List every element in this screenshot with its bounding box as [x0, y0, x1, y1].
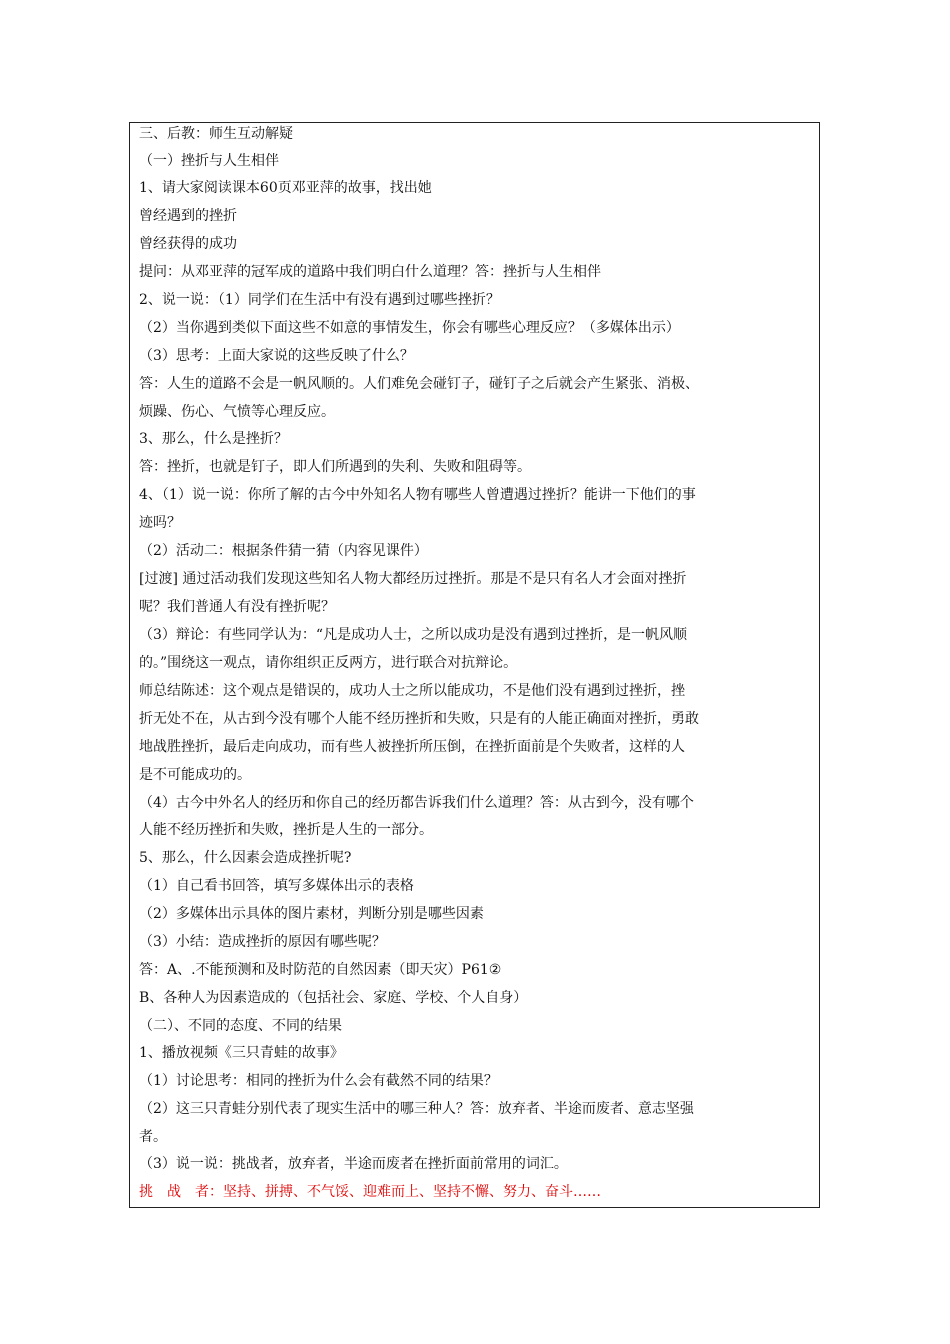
text-line: B、各种人为因素造成的（包括社会、家庭、学校、个人自身） — [139, 990, 528, 1006]
text-line: 1、播放视频《三只青蛙的故事》 — [139, 1045, 344, 1061]
text-line: 提问：从邓亚萍的冠军成的道路中我们明白什么道理？答：挫折与人生相伴 — [139, 264, 601, 280]
text-line: 答：挫折，也就是钉子，即人们所遇到的失利、失败和阻碍等。 — [139, 459, 531, 475]
text-line: 是不可能成功的。 — [139, 767, 251, 783]
text-line: 曾经遇到的挫折 — [139, 208, 237, 224]
text-line: 折无处不在，从古到今没有哪个人能不经历挫折和失败，只是有的人能正确面对挫折，勇敢 — [139, 711, 699, 727]
text-line: 三、后教：师生互动解疑 — [139, 126, 293, 142]
text-line: 迹吗？ — [139, 515, 181, 531]
text-line: （二）、不同的态度、不同的结果 — [139, 1018, 342, 1034]
text-line: （4）古今中外名人的经历和你自己的经历都告诉我们什么道理？答：从古到今，没有哪个 — [139, 795, 694, 811]
text-line: 师总结陈述：这个观点是错误的，成功人士之所以能成功，不是他们没有遇到过挫折，挫 — [139, 683, 685, 699]
text-line: （2）这三只青蛙分别代表了现实生活中的哪三种人？答：放弃者、半途而废者、意志坚强 — [139, 1101, 694, 1117]
text-line: （2）多媒体出示具体的图片素材，判断分别是哪些因素 — [139, 906, 484, 922]
text-line: （1）自己看书回答，填写多媒体出示的表格 — [139, 878, 414, 894]
text-line: （一）挫折与人生相伴 — [139, 153, 279, 169]
text-line: 4、（1）说一说：你所了解的古今中外知名人物有哪些人曾遭遇过挫折？能讲一下他们的事 — [139, 487, 696, 503]
text-line: 者。 — [139, 1129, 167, 1145]
text-line: 5、那么，什么因素会造成挫折呢? — [139, 850, 352, 866]
text-line: （2）活动二：根据条件猜一猜（内容见课件） — [139, 543, 428, 559]
text-line: （3）辩论：有些同学认为：“凡是成功人士，之所以成功是没有遇到过挫折，是一帆风顺 — [139, 627, 688, 643]
text-line: 2、说一说：（1）同学们在生活中有没有遇到过哪些挫折？ — [139, 292, 500, 308]
text-line: 呢？我们普通人有没有挫折呢？ — [139, 599, 335, 615]
text-line: （3）说一说：挑战者，放弃者，半途而废者在挫折面前常用的词汇。 — [139, 1156, 568, 1172]
text-line: [过渡] 通过活动我们发现这些知名人物大都经历过挫折。那是不是只有名人才会面对挫折 — [139, 571, 687, 587]
text-line: 1、请大家阅读课本60页邓亚萍的故事，找出她 — [139, 180, 432, 196]
text-line: （1）讨论思考：相同的挫折为什么会有截然不同的结果？ — [139, 1073, 498, 1089]
text-line: 的。”围绕这一观点，请你组织正反两方，进行联合对抗辩论。 — [139, 655, 518, 671]
text-line: 答：A、.不能预测和及时防范的自然因素（即天灾）P61② — [139, 962, 502, 978]
text-line: （3）思考：上面大家说的这些反映了什么？ — [139, 348, 414, 364]
text-line: 3、那么，什么是挫折？ — [139, 431, 288, 447]
text-line: （3）小结：造成挫折的原因有哪些呢？ — [139, 934, 386, 950]
challenger-vocabulary-line: 挑 战 者：坚持、拼搏、不气馁、迎难而上、坚持不懈、努力、奋斗…… — [139, 1184, 601, 1200]
text-line: 答：人生的道路不会是一帆风顺的。人们难免会碰钉子，碰钉子之后就会产生紧张、消极、 — [139, 376, 699, 392]
text-line: 烦躁、伤心、气愤等心理反应。 — [139, 404, 335, 420]
text-line: 人能不经历挫折和失败，挫折是人生的一部分。 — [139, 822, 433, 838]
text-line: 地战胜挫折，最后走向成功，而有些人被挫折所压倒，在挫折面前是个失败者，这样的人 — [139, 739, 685, 755]
text-line: （2）当你遇到类似下面这些不如意的事情发生，你会有哪些心理反应？（多媒体出示） — [139, 320, 680, 336]
text-line: 曾经获得的成功 — [139, 236, 237, 252]
